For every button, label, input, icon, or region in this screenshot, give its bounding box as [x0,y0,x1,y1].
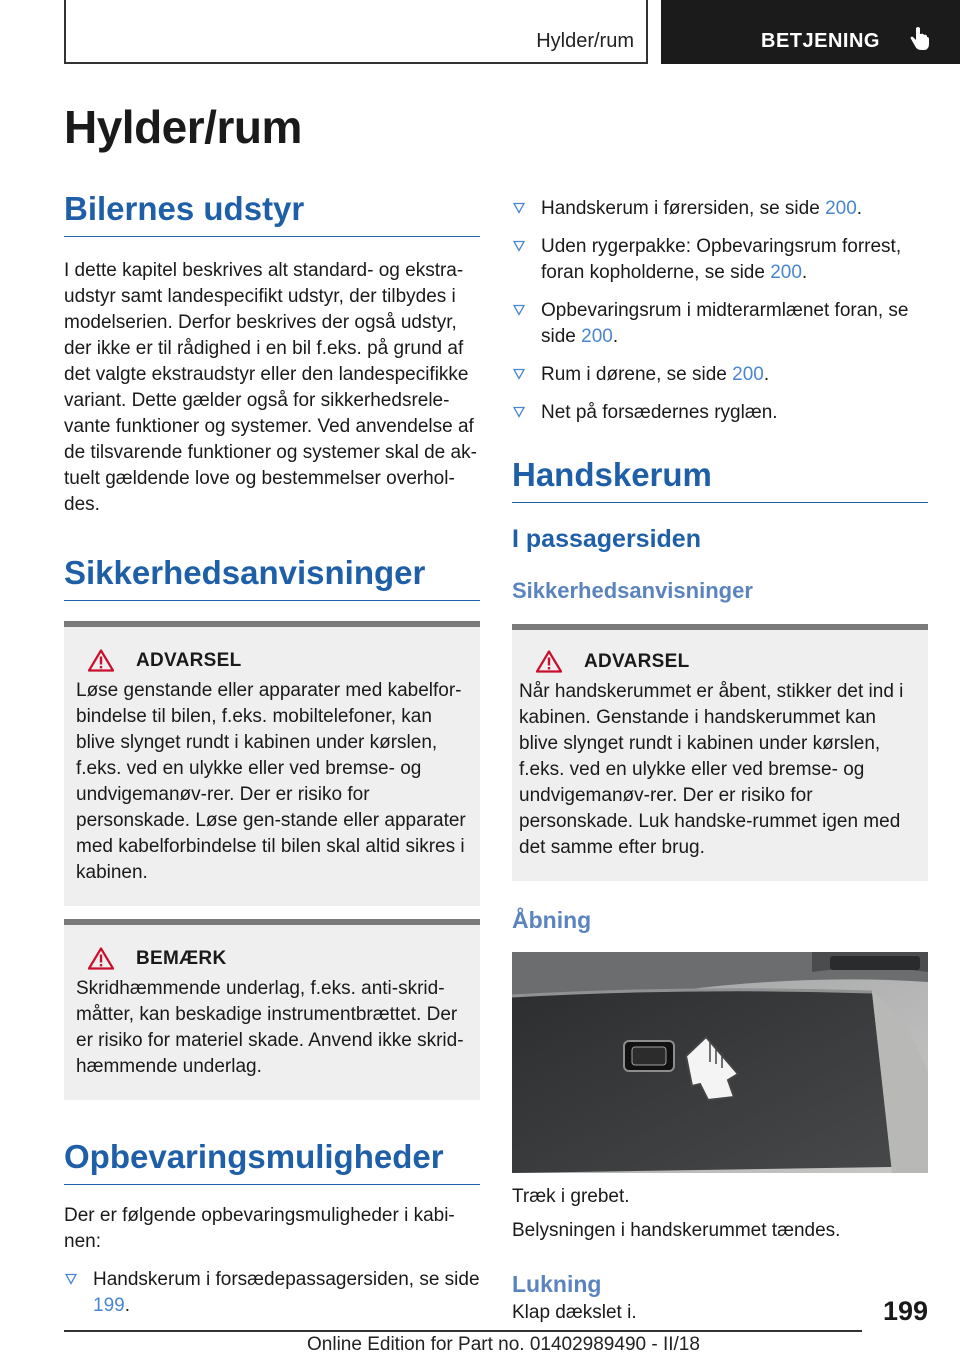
paragraph-bilernes-udstyr: I dette kapitel beskrives alt standard- og ekstra-udstyr samt landespecifikt udstyr, der tilbydes i modelserien. Derfor beskrives der også udstyr, der ikke er til rådighed i en bil f.eks. på grund af det valgte ekstraudstyr eller den landespecifikke variant. Dette gælder også for sikkerhedsrele-vante funktioner og systemer. Ved anvendelse af de tilsvarende funktioner og systemer skal de ak-tuelt gældende love og bestemmelser overhol-des. [64,260,477,515]
warning-box-handskerum [512,624,928,881]
storage-list [64,1267,480,1319]
paragraph-traek: Træk i grebet. [512,1186,630,1207]
page-reference-link[interactable]: 200 [770,262,802,283]
right-column [512,190,928,1326]
footer-divider [64,1330,862,1332]
page-reference-link[interactable]: 200 [581,326,613,347]
header-section-title: Hylder/rum [536,30,634,52]
heading-sikkerhedsanvisninger-2: Sikkerhedsanvisninger [512,578,753,603]
list-item-text: Handskerum i forsædepassagersiden, se side [93,1269,480,1290]
page-reference-link[interactable]: 199 [93,1295,125,1316]
page-title: Hylder/rum [64,101,302,153]
heading-bilernes-udstyr: Bilernes udstyr [64,190,480,237]
bullet-triangle-icon [513,368,525,380]
bullet-triangle-icon [513,202,525,214]
list-item [512,196,928,222]
glovebox-handle-illustration [512,952,928,1173]
left-column [64,190,480,1331]
bullet-triangle-icon [513,406,525,418]
heading-i-passagersiden: I passagersiden [512,525,701,553]
paragraph-belysning: Belysningen i handskerummet tændes. [512,1220,841,1241]
list-item [512,362,928,388]
glovebox-photo [512,952,928,1173]
list-item-end: . [801,262,808,283]
list-item [512,234,928,286]
heading-sikkerhedsanvisninger: Sikkerhedsanvisninger [64,554,480,601]
warning-title: BEMÆRK [136,947,227,969]
warning-triangle-icon [88,947,114,970]
warning-title: ADVARSEL [584,650,690,672]
chapter-tab[interactable] [661,0,960,64]
list-item [64,1267,480,1319]
warning-title: ADVARSEL [136,649,242,671]
list-item-end: . [612,326,619,347]
footer-edition: Online Edition for Part no. 01402989490 - II/18 [307,1334,700,1355]
warning-text: Løse genstande eller apparater med kabelfor-bindelse til bilen, f.eks. mobiltelefoner, kan blive slynget rundt i kabinen under kørslen, f.eks. ved en ulykke eller ved bremse- og undvigemanøv-rer. Der er risiko for personskade. Løse gen-stande eller apparater med kabelforbindelse til bilen skal altid sikres i kabinen. [76,680,466,883]
warning-triangle-icon [536,650,562,673]
list-item-end: . [856,198,863,219]
bullet-triangle-icon [513,240,525,252]
warning-box-advarsel [64,621,480,906]
warning-text: Skridhæmmende underlag, f.eks. anti-skrid-måtter, kan beskadige instrumentbrættet. Der er risiko for materiel skade. Anvend ikke skrid-hæmmende underlag. [76,978,464,1077]
paragraph-klap: Klap dækslet i. [512,1302,637,1323]
heading-opbevaringsmuligheder: Opbevaringsmuligheder [64,1138,480,1185]
bullet-triangle-icon [65,1273,77,1285]
list-item-end: . [763,364,770,385]
page-number: 199 [882,1296,928,1326]
list-item [512,298,928,350]
list-item-text: Handskerum i førersiden, se side [541,198,826,219]
page-reference-link[interactable]: 200 [825,198,857,219]
bullet-triangle-icon [513,304,525,316]
heading-handskerum: Handskerum [512,456,928,503]
page-reference-link[interactable]: 200 [732,364,764,385]
list-item-text: Uden rygerpakke: Opbevaringsrum forrest, foran kopholderne, se side [541,236,902,283]
chapter-tab-label: BETJENING [761,30,880,52]
list-item-text: Opbevaringsrum i midterarmlænet foran, se side [541,300,909,347]
paragraph-opbevaring: Der er følgende opbevaringsmuligheder i kabi-nen: [64,1205,455,1252]
hand-pointer-icon [907,26,931,52]
list-item [512,400,928,426]
list-item-end: . [124,1295,130,1316]
warning-triangle-icon [88,649,114,672]
warning-box-bemaerk [64,919,480,1100]
storage-list-continued [512,196,928,426]
heading-lukning: Lukning [512,1271,602,1297]
heading-aabning: Åbning [512,907,592,933]
list-item-text: Net på forsædernes ryglæn. [541,402,778,423]
list-item-text: Rum i dørene, se side [541,364,733,385]
warning-text: Når handskerummet er åbent, stikker det ind i kabinen. Genstande i handskerummet kan blive slynget rundt i kabinen under kørslen, f.eks. ved en ulykke eller ved bremse- og undvigemanøv-rer. Der er risiko for personskade. Luk handske-rummet igen med det samme efter brug. [519,681,904,858]
